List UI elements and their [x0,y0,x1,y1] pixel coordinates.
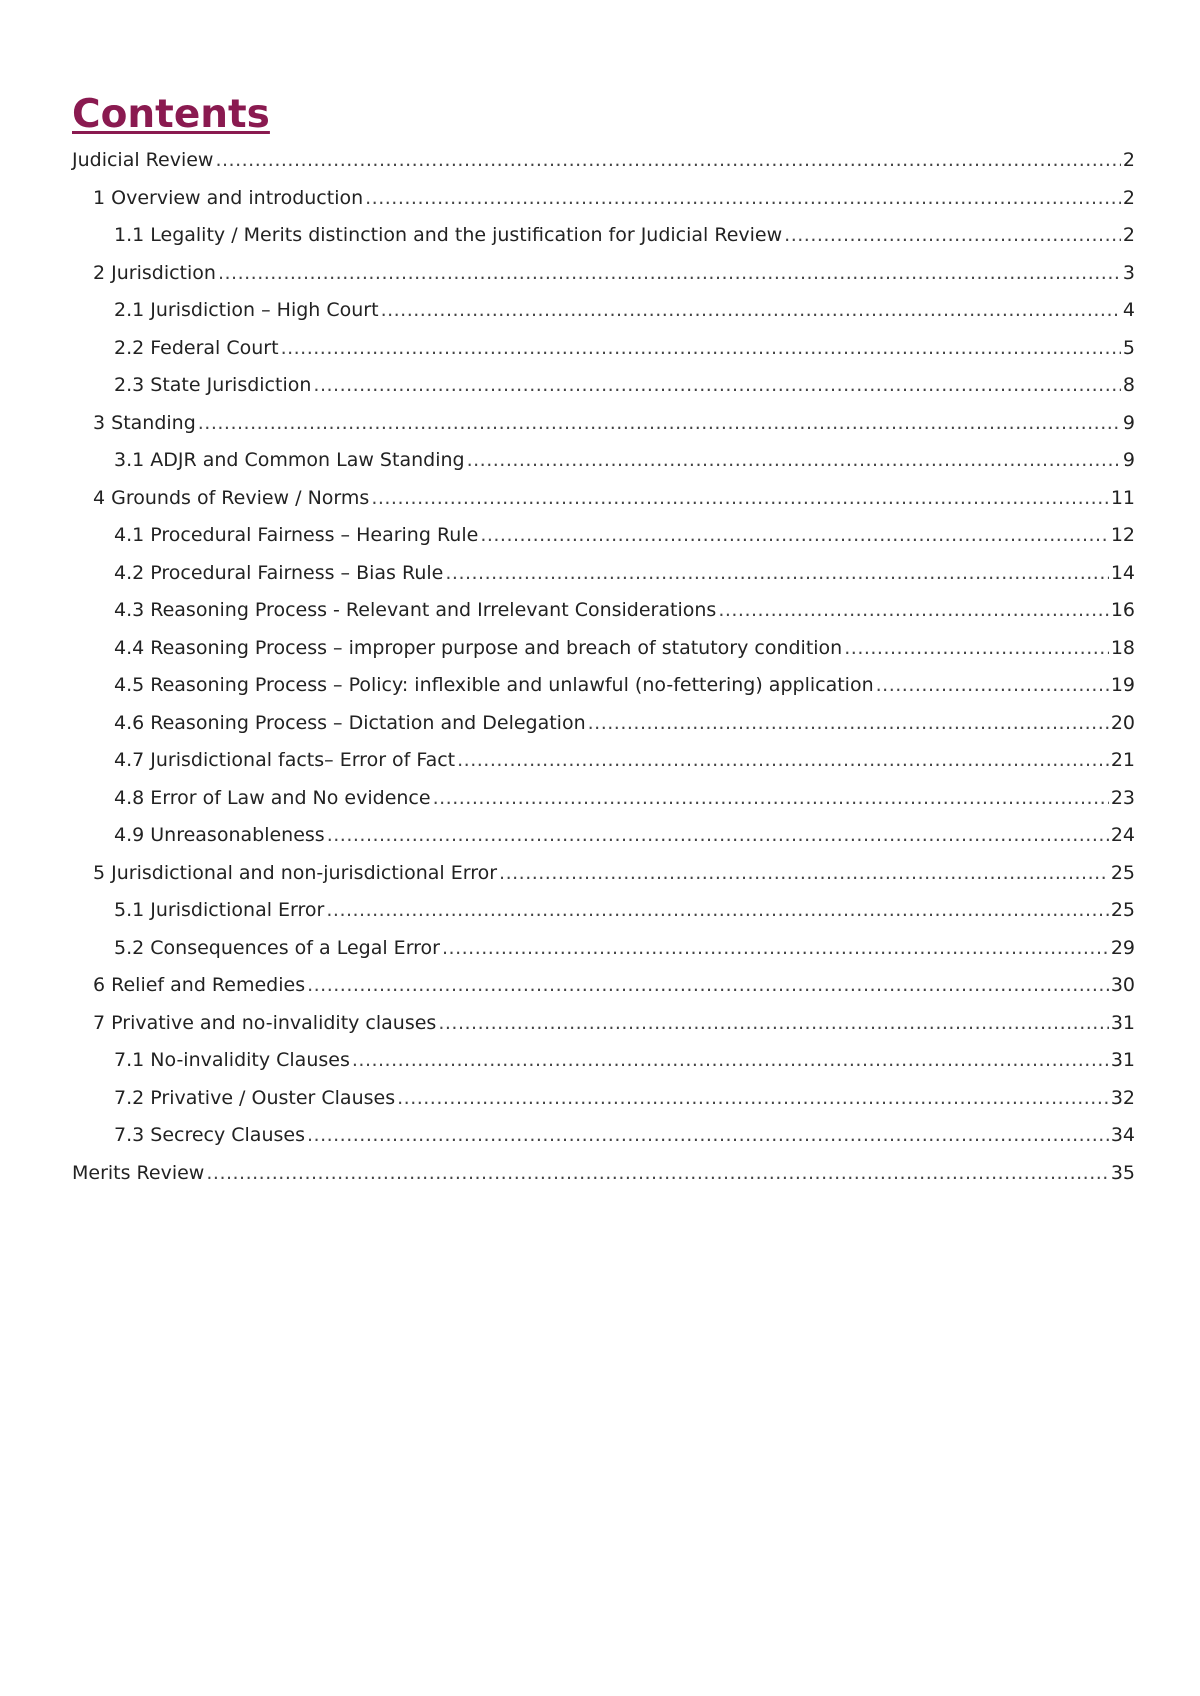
dot-leader [844,630,1109,668]
dot-leader [327,817,1109,855]
toc-entry[interactable] [72,780,1135,818]
table-of-contents [72,142,1135,1192]
toc-page-number: 2 [1122,149,1135,171]
dot-leader [307,967,1109,1005]
toc-entry[interactable] [72,180,1135,218]
toc-entry[interactable] [72,142,1135,180]
toc-page-number: 31 [1110,1049,1135,1071]
document-page [72,92,1135,1192]
toc-entry-title: 7 Privative and no-invalidity clauses [93,1011,437,1034]
toc-page-number: 21 [1110,749,1135,771]
toc-page-number: 24 [1110,824,1135,846]
toc-page-number: 20 [1110,711,1135,734]
toc-entry-title: 4 Grounds of Review / Norms [93,486,370,509]
toc-entry-title: 4.2 Procedural Fairness – Bias Rule [114,561,444,584]
dot-leader [457,742,1109,780]
toc-page-number: 30 [1110,974,1135,996]
toc-entry-title: 1.1 Legality / Merits distinction and the justification for Judicial Review [114,224,783,246]
toc-entry-title: Judicial Review [72,149,214,171]
toc-page-number: 16 [1110,599,1135,621]
toc-page-number: 31 [1110,1011,1135,1034]
toc-page-number: 14 [1110,561,1135,584]
dot-leader [876,667,1109,705]
toc-page-number: 11 [1110,486,1135,509]
toc-entry-title: 4.8 Error of Law and No evidence [114,786,431,809]
toc-entry[interactable] [72,1042,1135,1080]
toc-page-number: 12 [1110,524,1135,546]
toc-entry[interactable] [72,555,1135,593]
toc-entry[interactable] [72,967,1135,1005]
toc-entry-title: 5.1 Jurisdictional Error [114,899,325,921]
dot-leader [718,592,1109,630]
toc-entry[interactable] [72,442,1135,480]
toc-page-number: 19 [1110,674,1135,696]
toc-page-number: 34 [1110,1124,1135,1146]
toc-entry[interactable] [72,705,1135,743]
toc-entry-title: 2.3 State Jurisdiction [114,374,312,396]
toc-entry[interactable] [72,930,1135,968]
toc-page-number: 3 [1122,261,1135,284]
toc-entry-title: 2.2 Federal Court [114,336,279,359]
dot-leader [313,367,1121,405]
toc-entry[interactable] [72,667,1135,705]
toc-entry[interactable] [72,1117,1135,1155]
dot-leader [784,217,1121,255]
toc-page-number: 25 [1110,899,1135,921]
toc-entry[interactable] [72,592,1135,630]
toc-page-number: 25 [1110,861,1135,884]
toc-entry[interactable] [72,405,1135,443]
dot-leader [198,405,1121,443]
toc-entry[interactable] [72,855,1135,893]
toc-page-number: 29 [1110,936,1135,959]
dot-leader [438,1005,1108,1043]
toc-entry-title: 2.1 Jurisdiction – High Court [114,299,379,321]
toc-page-number: 23 [1110,786,1135,809]
toc-entry[interactable] [72,630,1135,668]
toc-page-number: 8 [1122,374,1135,396]
dot-leader [445,555,1108,593]
toc-entry-title: 4.9 Unreasonableness [114,824,325,846]
dot-leader [215,142,1120,180]
dot-leader [433,780,1109,818]
toc-entry-title: 4.7 Jurisdictional facts– Error of Fact [114,749,456,771]
toc-entry[interactable] [72,367,1135,405]
toc-page-number: 4 [1122,299,1135,321]
dot-leader [381,292,1121,330]
toc-page-number: 18 [1110,636,1135,659]
dot-leader [480,517,1109,555]
toc-page-number: 32 [1110,1086,1135,1109]
toc-page-number: 35 [1110,1161,1135,1184]
toc-page-number: 9 [1122,449,1135,471]
toc-entry-title: 4.4 Reasoning Process – improper purpose and breach of statutory condition [114,636,843,659]
toc-page-number: 9 [1122,411,1135,434]
toc-page-number: 5 [1122,336,1135,359]
dot-leader [371,480,1109,518]
toc-entry[interactable] [72,1005,1135,1043]
toc-entry[interactable] [72,892,1135,930]
toc-page-number: 2 [1122,186,1135,209]
toc-entry-title: 4.6 Reasoning Process – Dictation and Delegation [114,711,586,734]
dot-leader [365,180,1121,218]
toc-entry-title: 3 Standing [93,411,196,434]
toc-entry[interactable] [72,817,1135,855]
toc-entry[interactable] [72,480,1135,518]
toc-entry[interactable] [72,217,1135,255]
toc-entry-title: 4.3 Reasoning Process - Relevant and Irrelevant Considerations [114,599,717,621]
toc-entry-title: 7.1 No-invalidity Clauses [114,1049,350,1071]
toc-entry-title: 4.5 Reasoning Process – Policy: inflexible and unlawful (no-fettering) application [114,674,874,696]
dot-leader [397,1080,1109,1118]
toc-entry-title: 2 Jurisdiction [93,261,216,284]
toc-entry-title: 5.2 Consequences of a Legal Error [114,936,440,959]
dot-leader [326,892,1108,930]
toc-entry-title: 5 Jurisdictional and non-jurisdictional Error [93,861,498,884]
dot-leader [206,1155,1108,1193]
toc-entry-title: 4.1 Procedural Fairness – Hearing Rule [114,524,479,546]
toc-entry[interactable] [72,742,1135,780]
dot-leader [352,1042,1109,1080]
dot-leader [499,855,1109,893]
toc-entry-title: 6 Relief and Remedies [93,974,306,996]
toc-entry[interactable] [72,330,1135,368]
dot-leader [307,1117,1109,1155]
toc-entry[interactable] [72,1080,1135,1118]
dot-leader [467,442,1121,480]
toc-entry-title: 7.3 Secrecy Clauses [114,1124,305,1146]
toc-entry-title: 3.1 ADJR and Common Law Standing [114,449,465,471]
toc-entry[interactable] [72,255,1135,293]
toc-entry[interactable] [72,1155,1135,1193]
toc-entry-title: Merits Review [72,1161,205,1184]
dot-leader [588,705,1109,743]
dot-leader [442,930,1109,968]
toc-entry-title: 1 Overview and introduction [93,186,364,209]
dot-leader [218,255,1121,293]
toc-entry[interactable] [72,292,1135,330]
toc-entry[interactable] [72,517,1135,555]
contents-heading: Contents [72,92,270,137]
toc-entry-title: 7.2 Privative / Ouster Clauses [114,1086,396,1109]
toc-page-number: 2 [1122,224,1135,246]
dot-leader [281,330,1121,368]
